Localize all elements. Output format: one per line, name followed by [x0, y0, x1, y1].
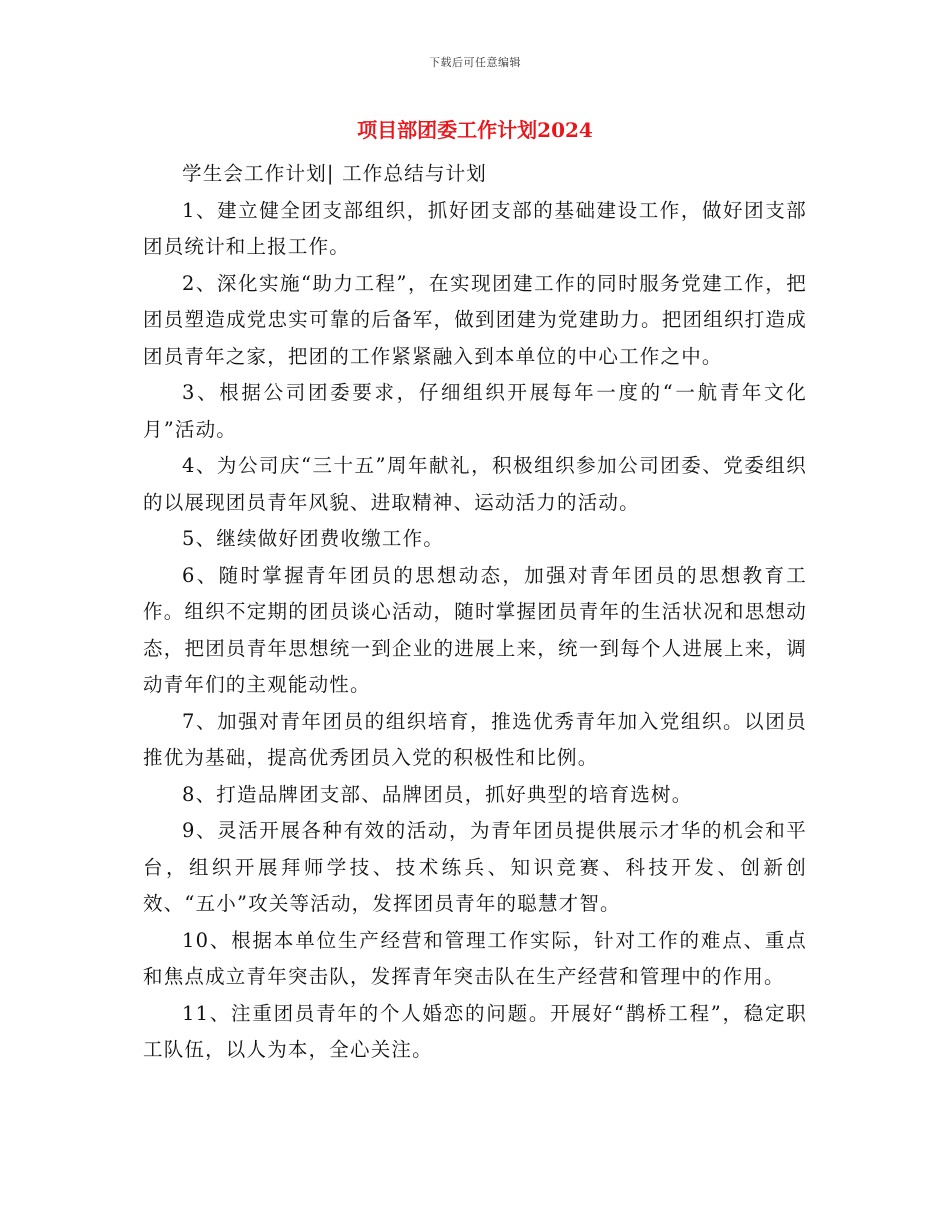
- subtitle-line: 学生会工作计划| 工作总结与计划: [182, 162, 487, 185]
- header-note: 下载后可任意编辑: [429, 56, 521, 69]
- paragraph-1: 1、建立健全团支部组织，抓好团支部的基础建设工作，做好团支部团员统计和上报工作。: [143, 198, 807, 258]
- document-body: [143, 156, 807, 1069]
- paragraph-9: 9、灵活开展各种有效的活动，为青年团员提供展示才华的机会和平台，组织开展拜师学技、技术练兵、知识竞赛、科技开发、创新创效、“五小”攻关等活动，发挥团员青年的聪慧才智。: [143, 819, 807, 915]
- paragraph-7: 7、加强对青年团员的组织培育，推选优秀青年加入党组织。以团员推优为基础，提高优秀团员入党的积极性和比例。: [143, 709, 807, 769]
- paragraph-4: 4、为公司庆“三十五”周年献礼，积极组织参加公司团委、党委组织的以展现团员青年风貌、进取精神、运动活力的活动。: [143, 454, 807, 514]
- paragraph-5: 5、继续做好团费收缴工作。: [182, 527, 445, 550]
- paragraph-10: 10、根据本单位生产经营和管理工作实际，针对工作的难点、重点和焦点成立青年突击队，发挥青年突击队在生产经营和管理中的作用。: [143, 928, 807, 988]
- paragraph-8: 8、打造品牌团支部、品牌团员，抓好典型的培育选树。: [182, 782, 693, 806]
- document-title: 项目部团委工作计划2024: [357, 118, 593, 142]
- paragraph-11: 11、注重团员青年的个人婚恋的问题。开展好“鹊桥工程”，稳定职工队伍，以人为本，全心关注。: [143, 1001, 807, 1061]
- paragraph-2: 2、深化实施“助力工程”，在实现团建工作的同时服务党建工作，把团员塑造成党忠实可靠的后备军，做到团建为党建助力。把团组织打造成团员青年之家，把团的工作紧紧融入到本单位的中心工作之中。: [143, 271, 807, 368]
- paragraph-6: 6、随时掌握青年团员的思想动态，加强对青年团员的思想教育工作。组织不定期的团员谈心活动，随时掌握团员青年的生活状况和思想动态，把团员青年思想统一到企业的进展上来，统一到每个人进展上来，调动青年们的主观能动性。: [143, 563, 807, 696]
- paragraph-3: 3、根据公司团委要求，仔细组织开展每年一度的“一航青年文化月”活动。: [143, 381, 807, 441]
